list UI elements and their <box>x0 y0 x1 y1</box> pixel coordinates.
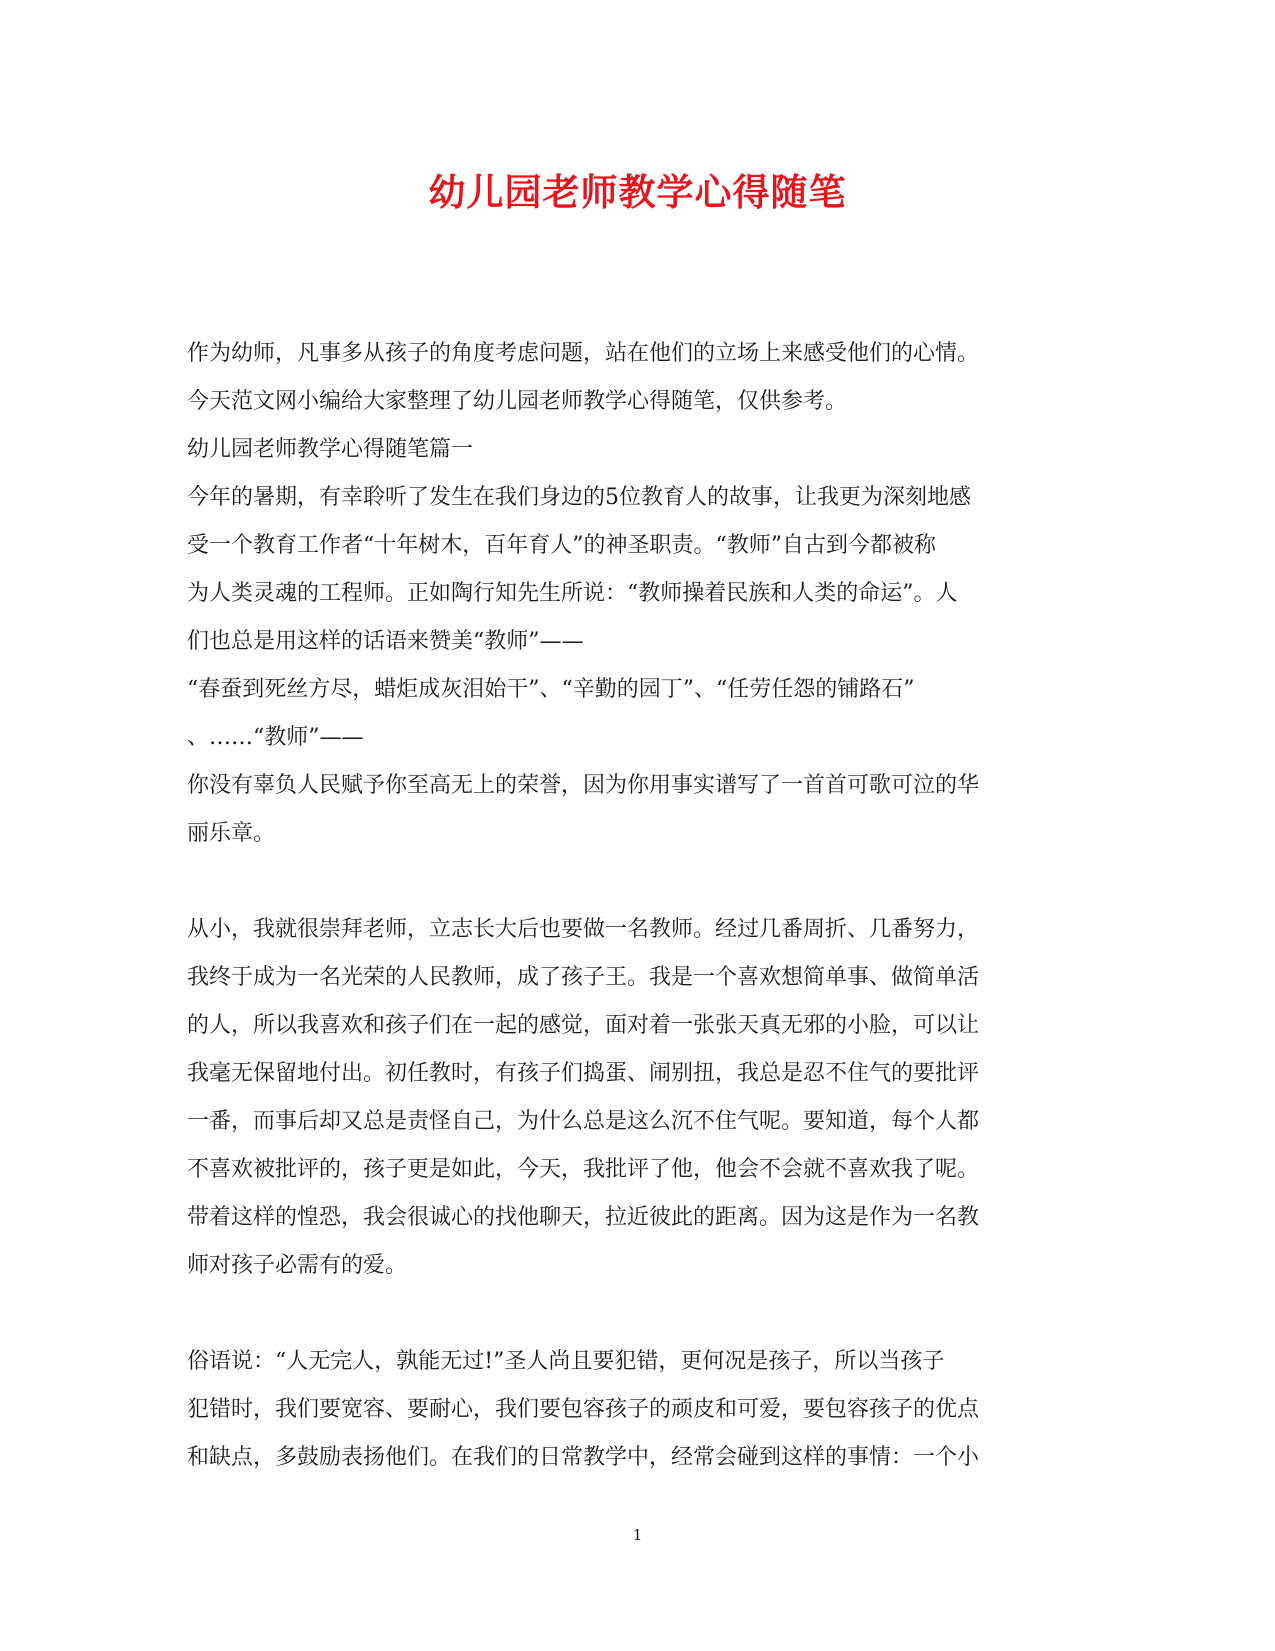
text-line: 今年的暑期，有幸聆听了发生在我们身边的5位教育人的故事，让我更为深刻地感 <box>187 485 971 510</box>
text-line: 的人，所以我喜欢和孩子们在一起的感觉，面对着一张张天真无邪的小脸，可以让 <box>187 1013 980 1038</box>
text-line: 师对孩子必需有的爱。 <box>187 1253 408 1278</box>
paragraph-gap <box>187 858 1087 906</box>
text-line: “春蚕到死丝方尽，蜡炬成灰泪始干”、“辛勤的园丁”、“任劳任怨的铺路石” <box>187 677 915 702</box>
text-line: 你没有辜负人民赋予你至高无上的荣誉，因为你用事实谱写了一首首可歌可泣的华 <box>187 773 980 798</box>
text-line: 不喜欢被批评的，孩子更是如此，今天，我批评了他，他会不会就不喜欢我了呢。 <box>187 1157 980 1182</box>
text-line: 为人类灵魂的工程师。正如陶行知先生所说：“教师操着民族和人类的命运”。人 <box>187 581 958 606</box>
text-line: 、……“教师”—— <box>187 725 364 750</box>
paragraph-gap <box>187 1290 1087 1338</box>
document-title: 幼儿园老师教学心得随笔 <box>428 170 847 214</box>
text-line: 我终于成为一名光荣的人民教师，成了孩子王。我是一个喜欢想简单事、做简单活 <box>187 965 980 990</box>
text-line: 带着这样的惶恐，我会很诚心的找他聊天，拉近彼此的距离。因为这是作为一名教 <box>187 1205 980 1230</box>
text-line: 犯错时，我们要宽容、要耐心，我们要包容孩子的顽皮和可爱，要包容孩子的优点 <box>187 1397 980 1422</box>
text-line: 们也总是用这样的话语来赞美“教师”—— <box>187 629 584 654</box>
text-line: 今天范文网小编给大家整理了幼儿园老师教学心得随笔，仅供参考。 <box>187 389 848 414</box>
section-heading: 幼儿园老师教学心得随笔篇一 <box>187 437 474 462</box>
page-number: 1 <box>632 1526 643 1544</box>
text-line: 受一个教育工作者“十年树木，百年育人”的神圣职责。“教师”自古到今都被称 <box>187 533 936 558</box>
document-body <box>187 330 1087 1482</box>
text-line: 一番，而事后却又总是责怪自己，为什么总是这么沉不住气呢。要知道，每个人都 <box>187 1109 980 1134</box>
text-line: 俗语说：“人无完人，孰能无过!”圣人尚且要犯错，更何况是孩子，所以当孩子 <box>187 1349 945 1374</box>
text-line: 丽乐章。 <box>187 821 276 846</box>
text-line: 作为幼师，凡事多从孩子的角度考虑问题，站在他们的立场上来感受他们的心情。 <box>187 341 980 366</box>
text-line: 从小，我就很崇拜老师，立志长大后也要做一名教师。经过几番周折、几番努力， <box>187 917 980 942</box>
text-line: 我毫无保留地付出。初任教时，有孩子们捣蛋、闹别扭，我总是忍不住气的要批评 <box>187 1061 980 1086</box>
text-line: 和缺点，多鼓励表扬他们。在我们的日常教学中，经常会碰到这样的事情：一个小 <box>187 1445 980 1470</box>
